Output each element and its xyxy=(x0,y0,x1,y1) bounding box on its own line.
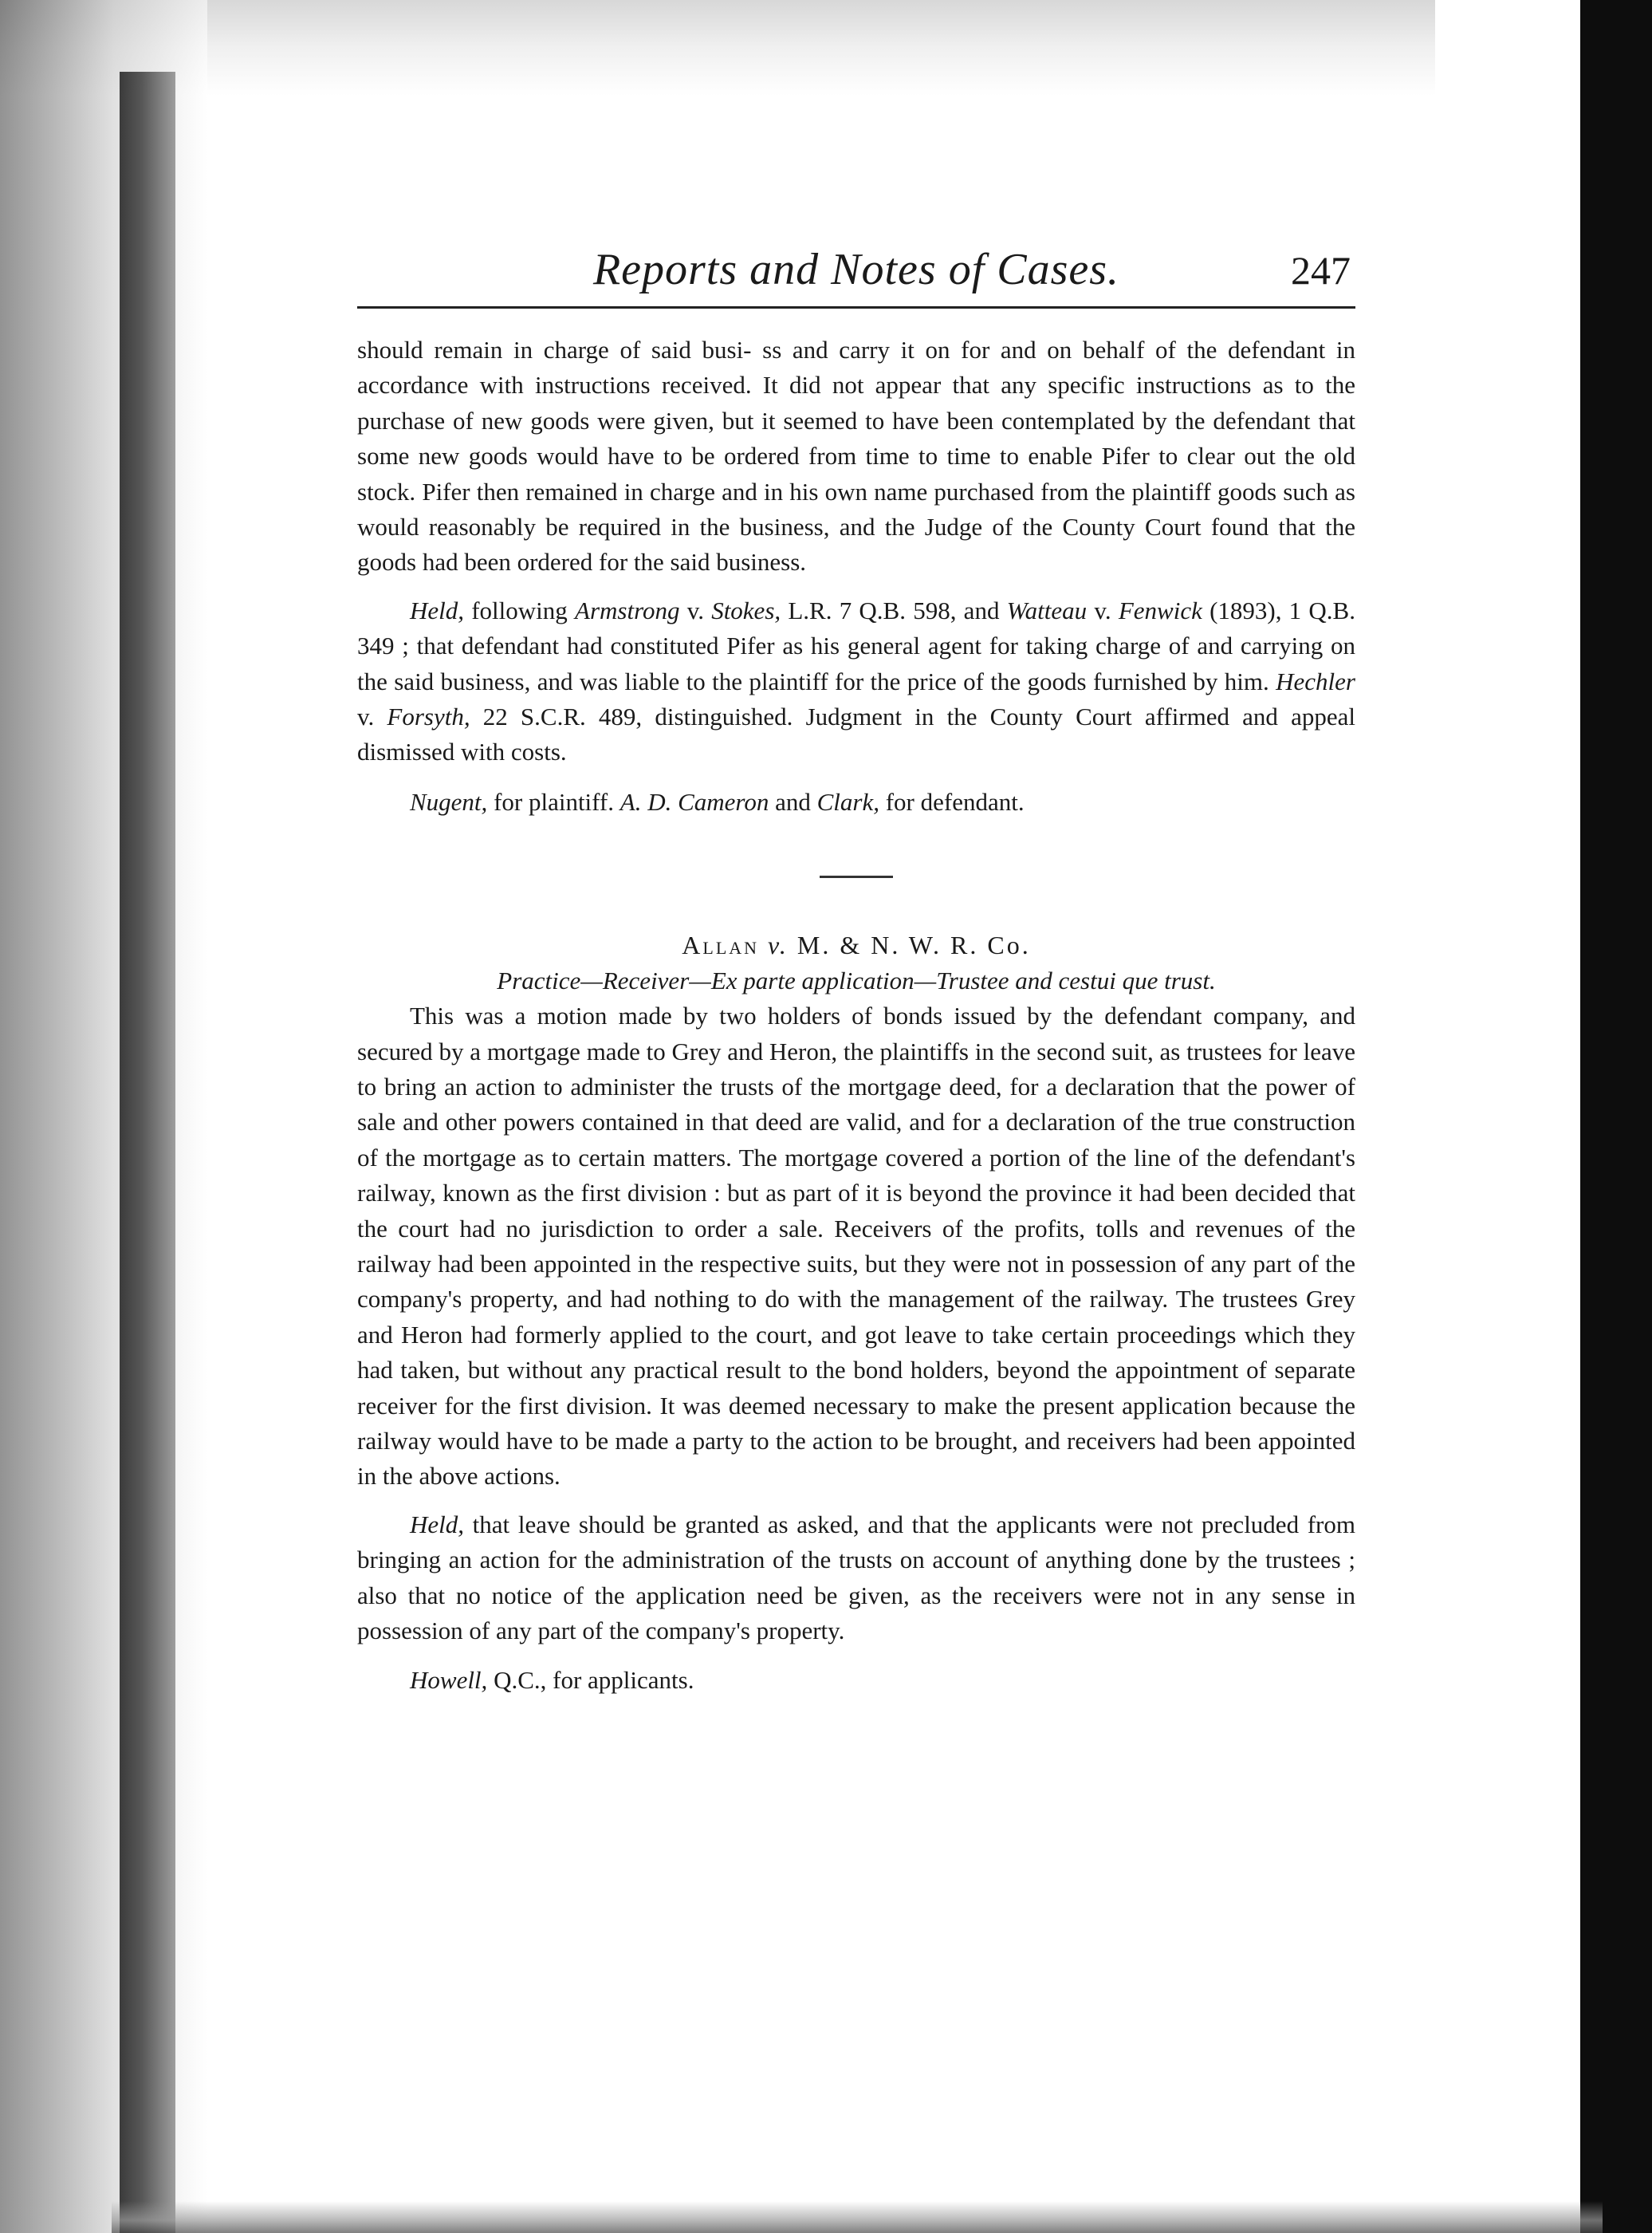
counsel-text: Q.C., for applicants. xyxy=(487,1666,694,1695)
running-head xyxy=(357,239,1355,309)
page-number: 247 xyxy=(1291,248,1351,293)
case1-counsel xyxy=(357,785,1355,820)
case-citation: Watteau xyxy=(1006,596,1088,624)
scan-top-smudge xyxy=(0,0,1435,96)
held-text: v. xyxy=(679,596,712,624)
case-citation: Forsyth, xyxy=(387,703,470,731)
case2-title xyxy=(357,927,1355,963)
case-citation: Armstrong xyxy=(575,596,680,624)
held-text: L.R. 7 Q.B. 598, and xyxy=(781,596,1007,624)
held-text: following xyxy=(464,596,576,624)
scan-bottom-edge xyxy=(112,2201,1603,2233)
counsel-name: A. D. Cameron xyxy=(620,787,769,816)
counsel-text: and xyxy=(769,787,817,816)
counsel-text: for defendant. xyxy=(879,787,1025,816)
held-label: Held, xyxy=(410,596,465,624)
running-title: Reports and Notes of Cases. xyxy=(592,245,1120,294)
case2-catchwords: Practice—Receiver—Ex parte application—Trustee and cestui que trust. xyxy=(497,966,1216,994)
held-text: (1893), 1 Q.B. 349 ; that defendant had constituted Pifer as his general agent for taking charge of and carrying on the said business, and was liable to the plaintiff for the price of the goods furnished by him. xyxy=(357,596,1355,695)
case2-counsel xyxy=(357,1663,1355,1698)
scan-right-edge xyxy=(1580,0,1652,2233)
held-text: that leave should be granted as asked, and that the applicants were not precluded from bringing an action for the administration of the trusts on account of anything done by the trustees ; also that no notice of the application need be given, as the receivers were not in any sense in possession of any part of the company's property. xyxy=(357,1510,1355,1644)
body-text xyxy=(357,333,1355,1699)
held-text: v. xyxy=(357,703,387,731)
case-versus: v. xyxy=(768,931,789,960)
case-citation: Fenwick xyxy=(1118,596,1202,624)
scan-binding-shadow xyxy=(0,0,207,2233)
case-citation: Hechler xyxy=(1276,667,1355,695)
case1-paragraph-continued: should remain in charge of said busi- ss and carry it on for and on behalf of the defendant in accordance with instructions received. It did not appear that any specific instructions as to the purchase of new goods were given, but it seemed to have been contemplated by the defendant that some new goods would have to be ordered from time to time to enable Pifer to clear out the old stock. Pifer then remained in charge and in his own name purchased from the plaintiff goods such as would reasonably be required in the business, and the Judge of the County Court found that the goods had been ordered for the said business. xyxy=(357,336,1355,577)
scan-binding-spine xyxy=(120,72,175,2233)
case2-facts-paragraph: This was a motion made by two holders of bonds issued by the defendant company, and secured by a mortgage made to Grey and Heron, the plaintiffs in the second suit, as trustees for leave to bring an action to administer the trusts of the mortgage deed, for a declaration that the power of sale and other powers contained in that deed are valid, and for a declaration of the true construction of the mortgage as to certain matters. The mortgage covered a portion of the line of the defendant's railway, known as the first division : but as part of it is beyond the province it had been decided that the court had no jurisdiction to order a sale. Receivers of the profits, tolls and revenues of the railway had been appointed in the respective suits, but they were not in possession of any part of the company's property, and had nothing to do with the management of the railway. The trustees Grey and Heron had formerly applied to the court, and got leave to take certain proceedings which they had taken, but without any practical result to the bond holders, beyond the appointment of separate receiver for the first division. It was deemed necessary to make the present application because the railway would have to be made a party to the action to be brought, and receivers had been appointed in the above actions. xyxy=(357,1002,1355,1491)
counsel-name: Nugent, xyxy=(410,787,488,816)
case1-held-paragraph xyxy=(357,593,1355,770)
case-party: Allan xyxy=(682,931,760,960)
held-text: v. xyxy=(1087,596,1119,624)
counsel-text: for plaintiff. xyxy=(487,787,620,816)
held-label: Held, xyxy=(410,1510,465,1538)
counsel-name: Clark, xyxy=(816,787,879,816)
case-party: M. & N. W. R. Co. xyxy=(796,931,1031,960)
case-citation: Stokes, xyxy=(711,596,781,624)
case2-held-paragraph xyxy=(357,1507,1355,1649)
page xyxy=(357,239,1355,1699)
held-text: 22 S.C.R. 489, distinguished. Judgment in the County Court affirmed and appeal dismissed with costs. xyxy=(357,703,1355,766)
counsel-name: Howell, xyxy=(410,1666,488,1695)
section-divider xyxy=(820,876,893,878)
